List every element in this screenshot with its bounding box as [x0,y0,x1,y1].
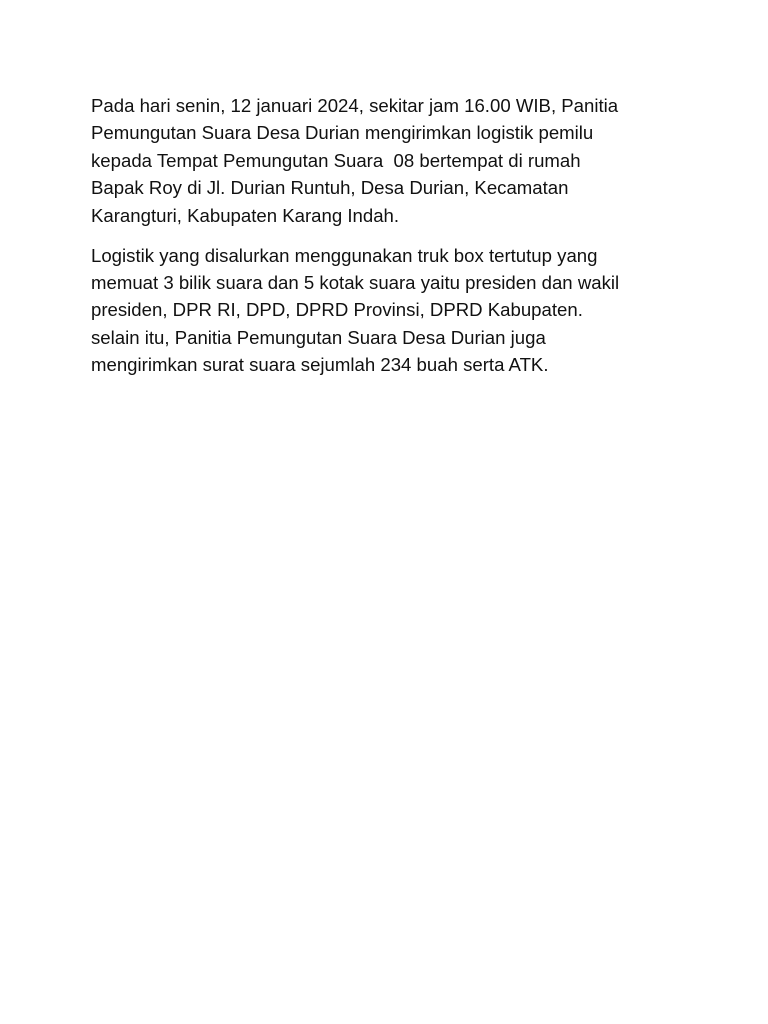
paragraph-line: Bapak Roy di Jl. Durian Runtuh, Desa Durian, Kecamatan [91,177,569,199]
paragraph-line: presiden, DPR RI, DPD, DPRD Provinsi, DPRD Kabupaten. [91,299,583,321]
paragraph-line: mengirimkan surat suara sejumlah 234 buah serta ATK. [91,354,549,376]
paragraph-line: Logistik yang disalurkan menggunakan truk box tertutup yang [91,244,598,266]
paragraph-line: Pemungutan Suara Desa Durian mengirimkan logistik pemilu [91,122,594,144]
paragraph-2 [91,242,681,379]
paragraph-line: selain itu, Panitia Pemungutan Suara Desa Durian juga [91,326,546,348]
paragraph-line: kepada Tempat Pemungutan Suara 08 bertempat di rumah [91,149,581,171]
paragraph-line: Pada hari senin, 12 januari 2024, sekitar jam 16.00 WIB, Panitia [91,95,619,116]
paragraph-line: Karangturi, Kabupaten Karang Indah. [91,204,400,226]
paragraph-1 [91,92,681,229]
paragraph-line: memuat 3 bilik suara dan 5 kotak suara yaitu presiden dan wakil [91,271,620,293]
document-body [91,92,681,379]
